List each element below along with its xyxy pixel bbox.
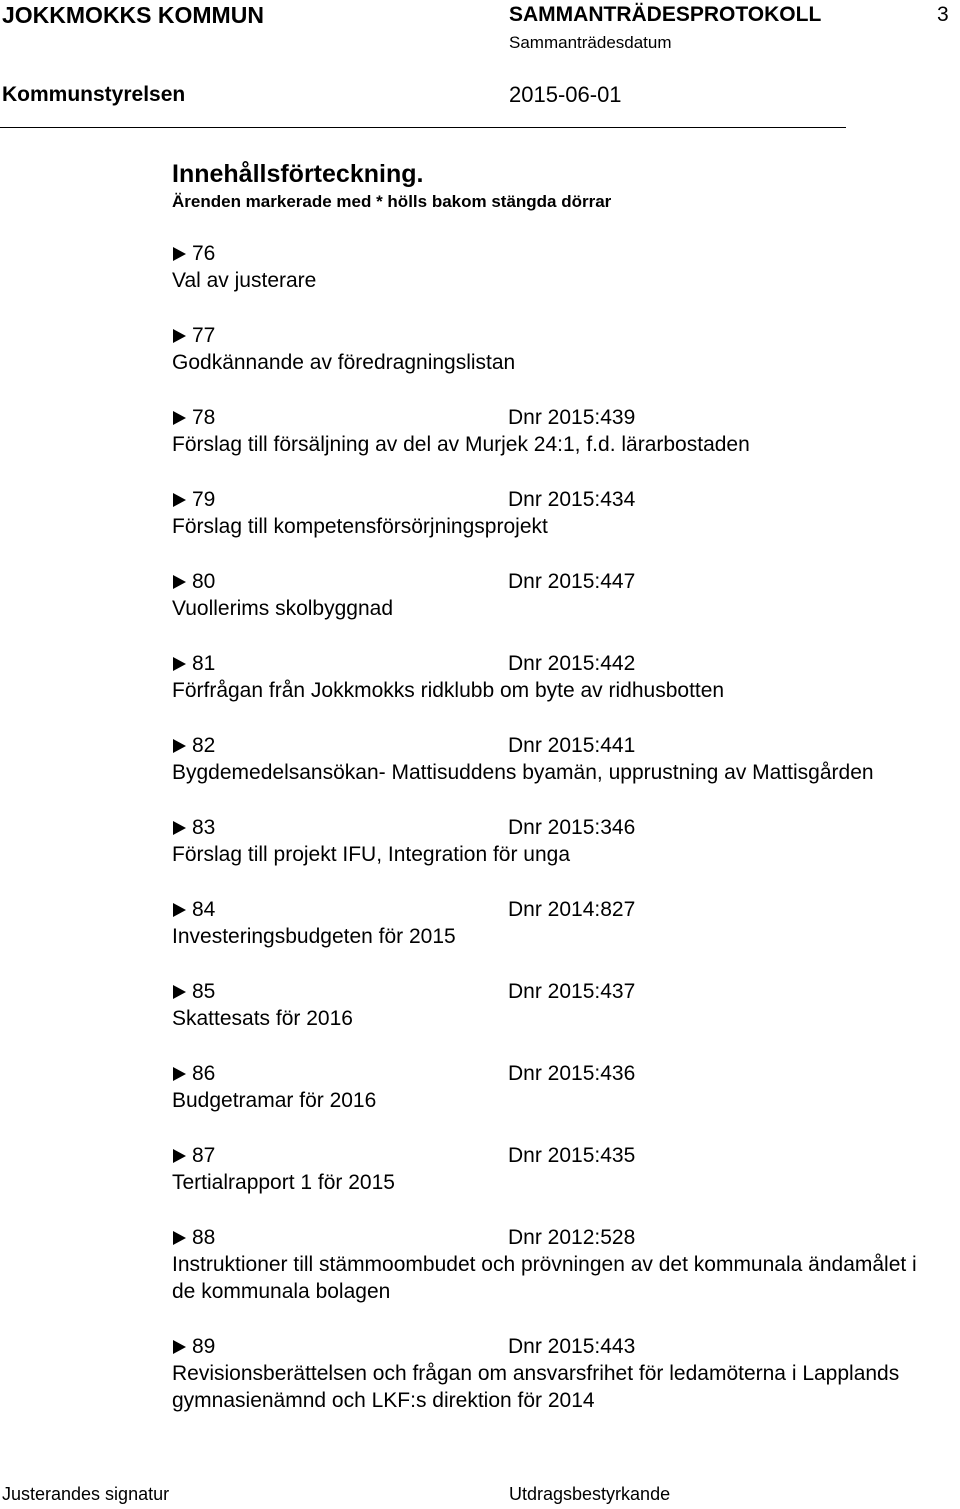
toc-item bbox=[172, 1333, 932, 1414]
meeting-date: 2015-06-01 bbox=[509, 82, 622, 107]
item-dnr: Dnr 2015:447 bbox=[508, 570, 636, 593]
item-number-cell bbox=[172, 650, 508, 677]
item-dnr: Dnr 2015:437 bbox=[508, 980, 636, 1003]
toc-item-header bbox=[172, 240, 932, 267]
date-label: Sammanträdesdatum bbox=[509, 33, 672, 52]
item-dnr: Dnr 2012:528 bbox=[508, 1226, 636, 1249]
triangle-bullet-icon bbox=[173, 1149, 186, 1163]
municipality-name: JOKKMOKKS KOMMUN bbox=[2, 2, 264, 28]
toc-item-header bbox=[172, 650, 932, 677]
item-number-cell bbox=[172, 814, 508, 841]
item-title: Tertialrapport 1 för 2015 bbox=[172, 1171, 395, 1194]
toc-item-header bbox=[172, 896, 932, 923]
item-title: Bygdemedelsansökan- Mattisuddens byamän, upprustning av Mattisgården bbox=[172, 761, 874, 784]
toc-item-header bbox=[172, 732, 932, 759]
item-title: Investeringsbudgeten för 2015 bbox=[172, 925, 456, 948]
toc-list bbox=[172, 240, 932, 1442]
item-number: 78 bbox=[192, 406, 216, 429]
triangle-bullet-icon bbox=[173, 329, 186, 343]
item-number-cell bbox=[172, 240, 508, 267]
item-dnr: Dnr 2015:442 bbox=[508, 652, 636, 675]
triangle-bullet-icon bbox=[173, 821, 186, 835]
item-number: 76 bbox=[192, 242, 216, 265]
item-number: 81 bbox=[192, 652, 216, 675]
item-number: 88 bbox=[192, 1226, 216, 1249]
item-title: Förslag till försäljning av del av Murjek 24:1, f.d. lärarbostaden bbox=[172, 433, 750, 456]
triangle-bullet-icon bbox=[173, 1340, 186, 1354]
toc-item bbox=[172, 568, 932, 622]
item-title: Instruktioner till stämmoombudet och prövningen av det kommunala ändamålet i de kommunala bolagen bbox=[172, 1253, 917, 1303]
toc-item-header bbox=[172, 1224, 932, 1251]
item-number-cell bbox=[172, 322, 508, 349]
toc-item-header bbox=[172, 486, 932, 513]
toc-item-header bbox=[172, 322, 932, 349]
item-title: Skattesats för 2016 bbox=[172, 1007, 353, 1030]
triangle-bullet-icon bbox=[173, 903, 186, 917]
item-dnr: Dnr 2015:436 bbox=[508, 1062, 636, 1085]
triangle-bullet-icon bbox=[173, 411, 186, 425]
item-number: 85 bbox=[192, 980, 216, 1003]
toc-title: Innehållsförteckning. bbox=[172, 160, 424, 188]
item-number: 84 bbox=[192, 898, 216, 921]
toc-item bbox=[172, 1142, 932, 1196]
item-dnr: Dnr 2014:827 bbox=[508, 898, 636, 921]
toc-item-header bbox=[172, 814, 932, 841]
triangle-bullet-icon bbox=[173, 247, 186, 261]
toc-item bbox=[172, 978, 932, 1032]
item-title: Vuollerims skolbyggnad bbox=[172, 597, 394, 620]
toc-item bbox=[172, 240, 932, 294]
item-dnr: Dnr 2015:439 bbox=[508, 406, 636, 429]
toc-item-header bbox=[172, 1060, 932, 1087]
item-number-cell bbox=[172, 1142, 508, 1169]
item-number: 86 bbox=[192, 1062, 216, 1085]
item-number-cell bbox=[172, 1224, 508, 1251]
item-number-cell bbox=[172, 486, 508, 513]
toc-item bbox=[172, 896, 932, 950]
item-dnr: Dnr 2015:435 bbox=[508, 1144, 636, 1167]
item-dnr: Dnr 2015:346 bbox=[508, 816, 636, 839]
item-number-cell bbox=[172, 978, 508, 1005]
item-number-cell bbox=[172, 568, 508, 595]
item-dnr: Dnr 2015:434 bbox=[508, 488, 636, 511]
item-title: Förfrågan från Jokkmokks ridklubb om byte av ridhusbotten bbox=[172, 679, 725, 702]
item-number: 89 bbox=[192, 1335, 216, 1358]
triangle-bullet-icon bbox=[173, 657, 186, 671]
toc-item bbox=[172, 1060, 932, 1114]
item-title: Förslag till kompetensförsörjningsprojekt bbox=[172, 515, 548, 538]
toc-item-header bbox=[172, 1333, 932, 1360]
toc-item bbox=[172, 322, 932, 376]
item-dnr: Dnr 2015:443 bbox=[508, 1335, 636, 1358]
toc-item-header bbox=[172, 1142, 932, 1169]
item-title: Budgetramar för 2016 bbox=[172, 1089, 377, 1112]
header-rule bbox=[0, 127, 846, 128]
toc-item-header bbox=[172, 568, 932, 595]
protocol-title: SAMMANTRÄDESPROTOKOLL bbox=[509, 3, 822, 26]
toc-item bbox=[172, 1224, 932, 1305]
toc-item bbox=[172, 814, 932, 868]
item-number: 82 bbox=[192, 734, 216, 757]
item-title: Förslag till projekt IFU, Integration för unga bbox=[172, 843, 571, 866]
toc-item bbox=[172, 732, 932, 786]
triangle-bullet-icon bbox=[173, 985, 186, 999]
triangle-bullet-icon bbox=[173, 1067, 186, 1081]
toc-item bbox=[172, 650, 932, 704]
item-number-cell bbox=[172, 1060, 508, 1087]
item-title: Godkännande av föredragningslistan bbox=[172, 351, 516, 374]
toc-subtitle: Ärenden markerade med * hölls bakom stängda dörrar bbox=[172, 192, 612, 211]
triangle-bullet-icon bbox=[173, 493, 186, 507]
toc-item-header bbox=[172, 404, 932, 431]
item-number-cell bbox=[172, 896, 508, 923]
toc-item bbox=[172, 404, 932, 458]
item-dnr: Dnr 2015:441 bbox=[508, 734, 636, 757]
item-number: 77 bbox=[192, 324, 216, 347]
toc-item-header bbox=[172, 978, 932, 1005]
page-number: 3 bbox=[937, 3, 949, 26]
item-number-cell bbox=[172, 732, 508, 759]
item-number: 80 bbox=[192, 570, 216, 593]
triangle-bullet-icon bbox=[173, 1231, 186, 1245]
signature-label: Justerandes signatur bbox=[2, 1484, 170, 1504]
item-number-cell bbox=[172, 1333, 508, 1360]
item-number-cell bbox=[172, 404, 508, 431]
committee-name: Kommunstyrelsen bbox=[2, 83, 186, 106]
item-number: 87 bbox=[192, 1144, 216, 1167]
item-title: Val av justerare bbox=[172, 269, 317, 292]
item-number: 79 bbox=[192, 488, 216, 511]
triangle-bullet-icon bbox=[173, 739, 186, 753]
toc-item bbox=[172, 486, 932, 540]
item-title: Revisionsberättelsen och frågan om ansvarsfrihet för ledamöterna i Lapplands gymnasienämnd och LKF:s direktion för 2014 bbox=[172, 1362, 900, 1412]
certified-label: Utdragsbestyrkande bbox=[509, 1484, 671, 1504]
item-number: 83 bbox=[192, 816, 216, 839]
triangle-bullet-icon bbox=[173, 575, 186, 589]
